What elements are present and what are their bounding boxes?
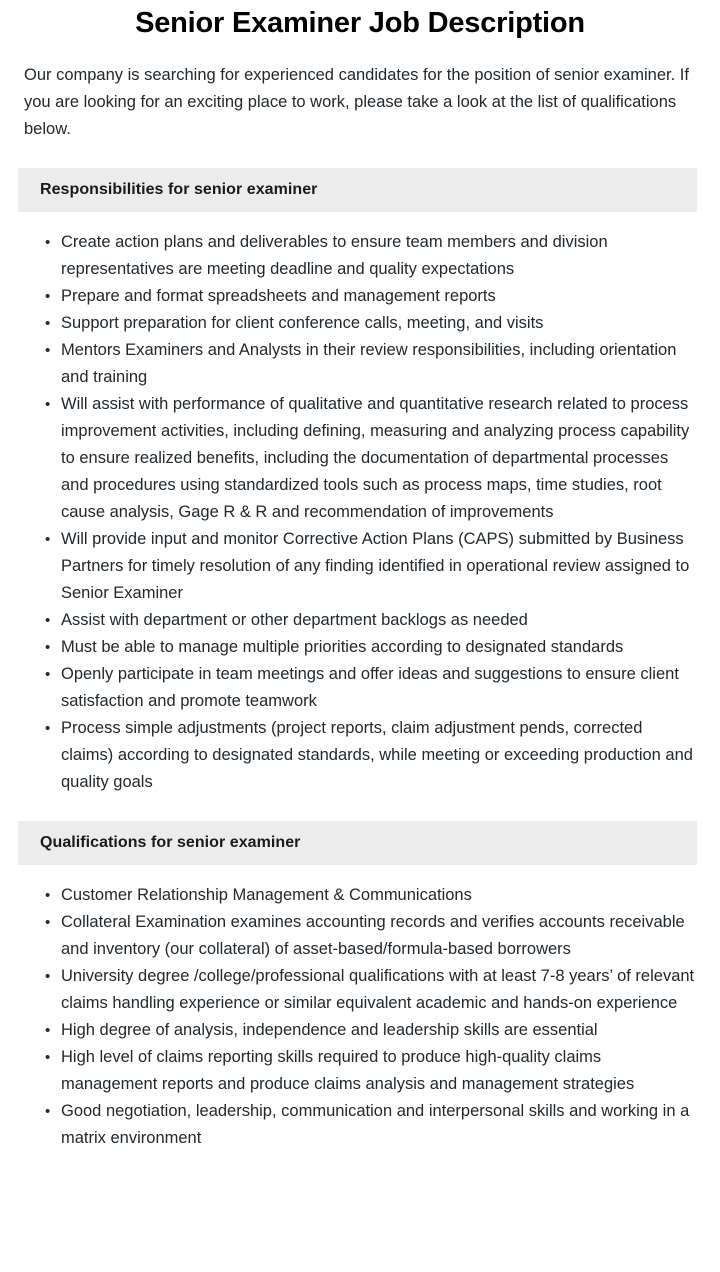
page-title: Senior Examiner Job Description	[135, 7, 585, 39]
list-item: • Process simple adjustments (project reports, claim adjustment pends, corrected claims) according to designated standards, while meeting or exceeding production and quality goals	[45, 715, 696, 796]
section-header-qualifications	[18, 821, 697, 865]
list-item: • Good negotiation, leadership, communication and interpersonal skills and working in a matrix environment	[45, 1098, 696, 1152]
list-item: • Will assist with performance of qualitative and quantitative research related to process improvement activities, including defining, measuring and analyzing process capability to ensure realized benefits, including the documentation of departmental processes and procedures using standardized tools such as process maps, time studies, root cause analysis, Gage R & R and recommendation of improvements	[45, 391, 696, 526]
list-item: • High degree of analysis, independence and leadership skills are essential	[45, 1017, 696, 1044]
section-heading-label: Qualifications for senior examiner	[40, 834, 301, 851]
intro-paragraph: Our company is searching for experienced candidates for the position of senior examiner. If you are looking for an exciting place to work, please take a look at the list of qualifications below.	[24, 66, 689, 138]
list-item: • Collateral Examination examines accounting records and verifies accounts receivable and inventory (our collateral) of asset-based/formula-based borrowers	[45, 909, 696, 963]
responsibilities-list	[0, 212, 720, 796]
list-item: • Assist with department or other department backlogs as needed	[45, 607, 696, 634]
list-item: • Openly participate in team meetings and offer ideas and suggestions to ensure client satisfaction and promote teamwork	[45, 661, 696, 715]
list-item: • Create action plans and deliverables to ensure team members and division representatives are meeting deadline and quality expectations	[45, 229, 696, 283]
list-item: • Customer Relationship Management & Communications	[45, 882, 696, 909]
qualifications-list	[0, 865, 720, 1166]
section-heading-label: Responsibilities for senior examiner	[40, 181, 318, 198]
section-responsibilities	[0, 168, 720, 796]
list-item: • Must be able to manage multiple priorities according to designated standards	[45, 634, 696, 661]
list-item: • Prepare and format spreadsheets and management reports	[45, 283, 696, 310]
list-item: • Support preparation for client conference calls, meeting, and visits	[45, 310, 696, 337]
list-item: • Will provide input and monitor Corrective Action Plans (CAPS) submitted by Business Partners for timely resolution of any finding identified in operational review assigned to Senior Examiner	[45, 526, 696, 607]
section-qualifications	[0, 821, 720, 1166]
list-item: • High level of claims reporting skills required to produce high-quality claims management reports and produce claims analysis and management strategies	[45, 1044, 696, 1098]
list-item: • Mentors Examiners and Analysts in their review responsibilities, including orientation and training	[45, 337, 696, 391]
section-header-responsibilities	[18, 168, 697, 212]
list-item: • University degree /college/professional qualifications with at least 7-8 years’ of relevant claims handling experience or similar equivalent academic and hands-on experience	[45, 963, 696, 1017]
